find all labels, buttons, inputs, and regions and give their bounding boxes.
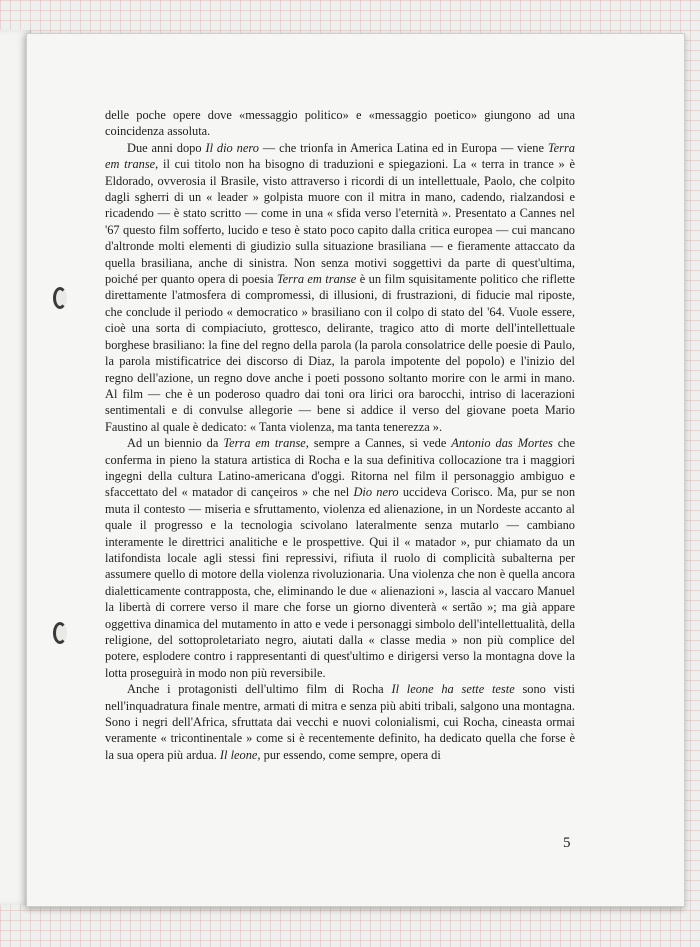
page-number: 5	[563, 835, 571, 851]
italic-title: Il leone,	[219, 747, 261, 762]
binder-hole-top	[53, 287, 67, 309]
text-run: delle poche opere dove «messaggio politico» e «messaggio poetico» giungono ad una coincidenza assoluta.	[105, 108, 575, 139]
italic-title: Il leone ha sette teste	[391, 682, 515, 697]
paragraph	[105, 107, 575, 140]
text-run: — che trionfa in America Latina ed in Europa — viene	[258, 140, 548, 155]
text-run: uccideva Corisco. Ma, pur se non muta il contesto — miseria e sfruttamento, violenza ed alienazione, in un Nordeste accanto al quale il progresso e la tecnologia scivolano lateralmente senza mutarlo — cambiano interamente le direttrici analitiche e le prospettive. Qui il « matador », pur chiamato da un latifondista locale agli stessi fini repressivi, rifiuta il ruolo di complicità subalterna per assumere quello di motore della violenza rivoluzionaria. Una violenza che non è quella ancora dialetticamente contrapposta, che, eliminando le due « alienazioni », lascia al vaccaro Manuel la libertà di correre verso il mare che forse un giorno diventerà « sertão »; ma già appare oggettiva dinamica del mutamento in atto e vede i personaggi simbolo dell'intellettualità, della religione, del sottoproletariato negro, aiutati dalla « classe media » non più complice del potere, esplodere contro i rappresentanti di quest'ultimo e dirigersi verso la montagna dove la lotta proseguirà in modo non più reversibile.	[105, 485, 576, 680]
text-run: Anche i protagonisti dell'ultimo film di Rocha	[127, 682, 392, 697]
paragraph	[105, 681, 575, 763]
text-run: che conferma in pieno la statura artistica di Rocha e la sua definitiva collocazione tra i maggiori ingegni della cultura Latino-americana d'oggi. Ritorna nel film il personaggio ambiguo e sfaccettato del « matador di cançeiros » che nel	[105, 436, 575, 500]
italic-title: Terra em transe,	[223, 436, 309, 451]
paragraph	[105, 435, 575, 681]
text-run: è un film squisitamente politico che riflette direttamente l'atmosfera di compromessi, di illusioni, di frustrazioni, di fiducie mal riposte, che conclude il periodo « democratico » brasiliano con il colpo di stato del '64. Vuole essere, cioè una sorta di compiaciuto, grottesco, delirante, tragico atto di morte dell'intellettuale borghese brasiliano: la fine del regno della parola (la parola consolatrice delle poesie di Paulo, la parola mistificatrice dei discorso di Diaz, la parola impotente del popolo) e l'inizio del regno dell'azione, un regno dove anche i poeti possono soltanto morire con le armi in mano. Al film — che è un poderoso quadro dai toni ora lirici ora barocchi, intriso di lacerazioni sentimentali e di convulse allegorie — bene si addice il verso del giovane poeta Mario Faustino al quale è dedicato: « Tanta violenza, ma tanta tenerezza ».	[105, 272, 576, 434]
italic-title: Terra em transe	[276, 272, 357, 287]
italic-title: Dio nero	[353, 485, 399, 500]
text-run: Due anni dopo	[127, 140, 206, 155]
text-run: sempre a Cannes, si vede	[308, 436, 452, 451]
text-run: Ad un biennio da	[127, 436, 224, 451]
paragraph	[105, 140, 575, 435]
text-run: il cui titolo non ha bisogno di traduzioni e spiegazioni. La « terra in trance » è Eldorado, ovverosia il Brasile, visto attraverso i ricordi di un intellettuale, Paolo, che colpito dagli sgherri di un « leader » golpista muore con il mitra in mano, cadendo, rialzandosi e ricadendo — è stato scritto — come in una « sfida verso l'eternità ». Presentato a Cannes nel '67 questo film sofferto, lucido e teso è stato poco capito dalla critica europea — cui mancano d'altronde molti elementi di giudizio sulla situazione brasiliana — e fieramente attaccato da quella brasiliana, anche di sinistra. Non senza motivi soggettivi da parte di quest'ultima, poiché per quanto opera di poesia	[105, 157, 575, 287]
italic-title: Antonio das Mortes	[451, 436, 553, 451]
text-run: sono visti nell'inquadratura finale mentre, armati di mitra e senza più abiti tribali, salgono una montagna. Sono i negri dell'Africa, sfruttata dai vecchi e nuovi colonialismi, cui Rocha, cineasta ormai veramente « tricontinentale » come si è recentemente definito, ha dedicato quella che forse è la sua opera più ardua.	[105, 682, 575, 762]
text-run: pur essendo, come sempre, opera di	[260, 747, 441, 762]
italic-title: Il dio nero	[205, 140, 259, 155]
binder-hole-bottom	[53, 622, 67, 644]
italic-title: Terra em transe,	[105, 140, 575, 172]
document-page	[26, 33, 685, 907]
body-text	[105, 107, 575, 763]
